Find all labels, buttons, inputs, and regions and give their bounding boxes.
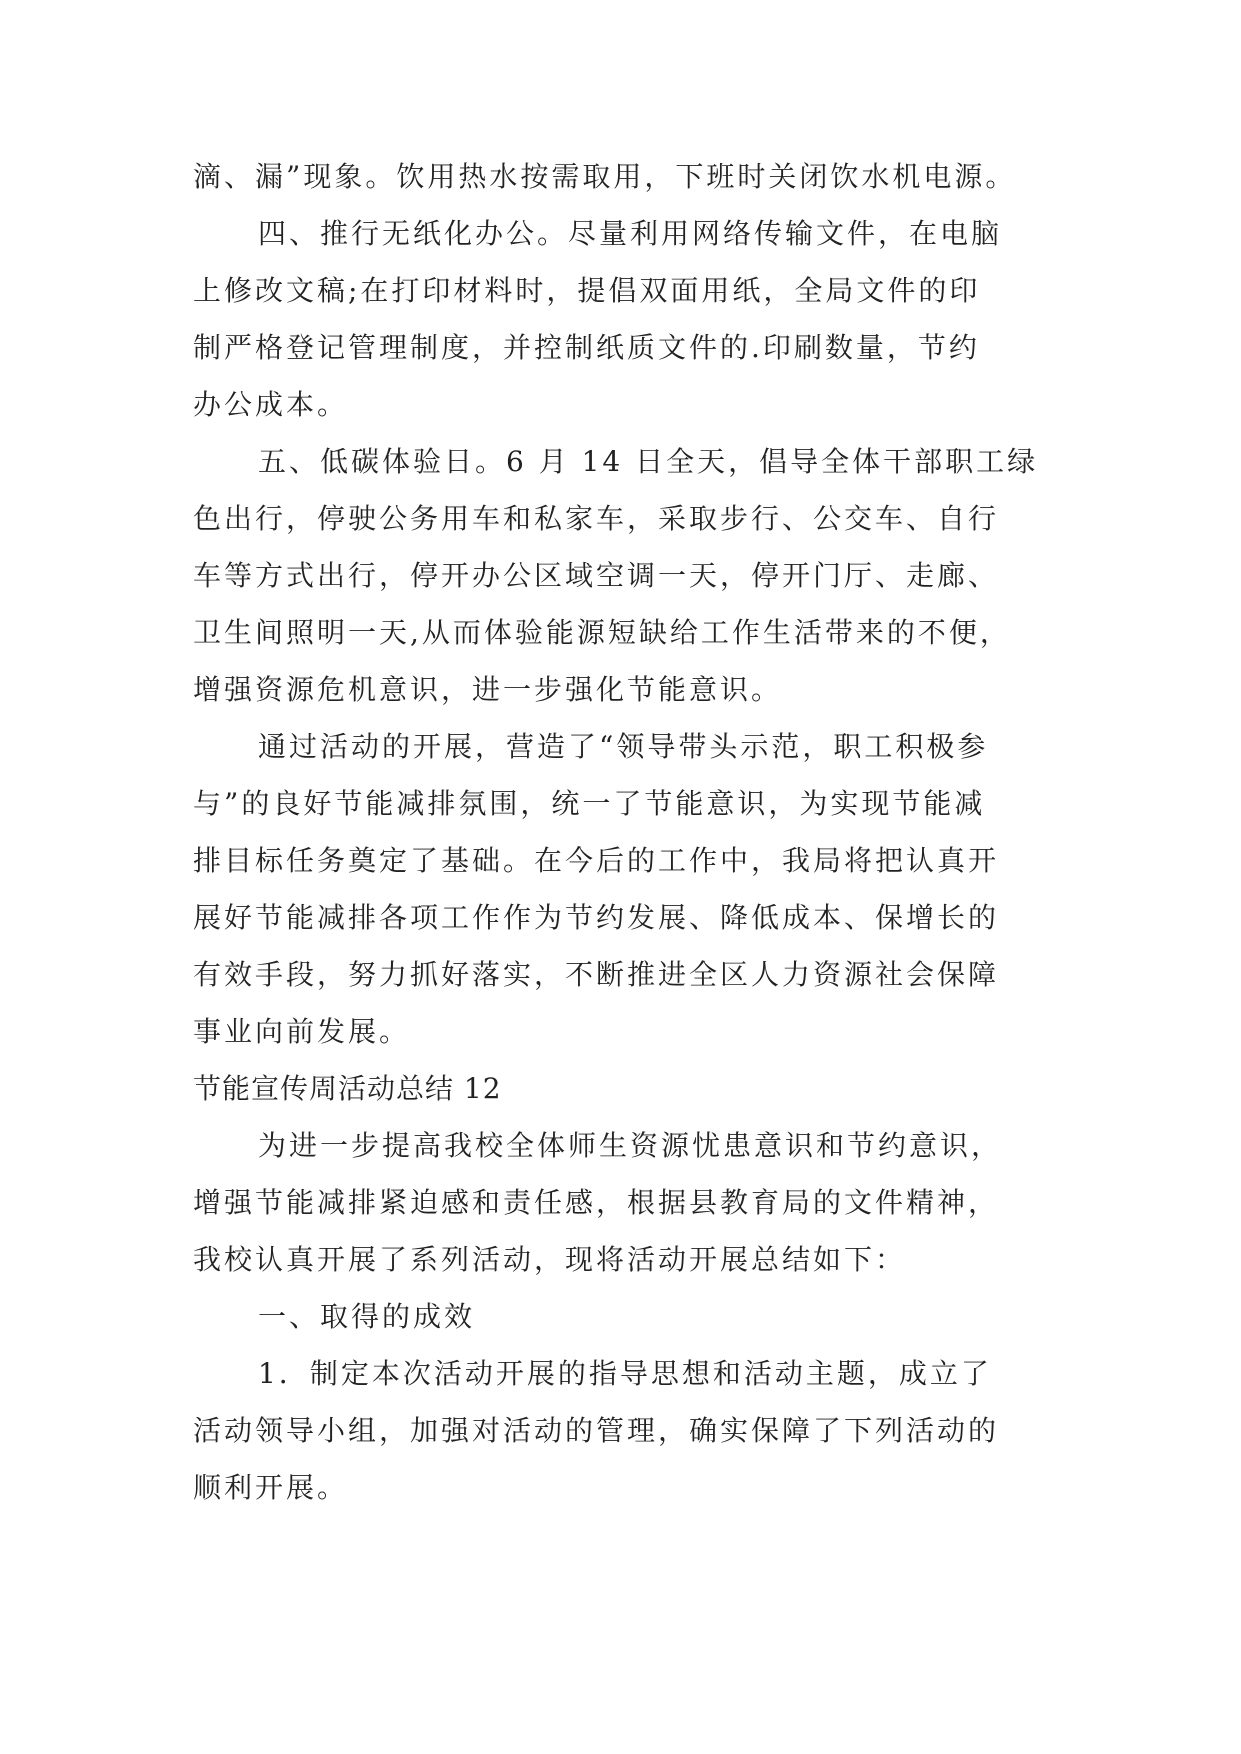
paragraph-start: 四、推行无纸化办公。尽量利用网络传输文件，在电脑 xyxy=(258,217,1003,250)
text-line: 车等方式出行，停开办公区域空调一天，停开门厅、走廊、 xyxy=(193,559,1000,592)
paragraph-start: 五、低碳体验日。6 月 14 日全天，倡导全体干部职工绿 xyxy=(258,445,1039,478)
section-title: 节能宣传周活动总结 12 xyxy=(193,1072,502,1105)
subheading: 一、取得的成效 xyxy=(258,1300,476,1333)
text-line: 排目标任务奠定了基础。在今后的工作中，我局将把认真开 xyxy=(193,844,1000,877)
text-line: 我校认真开展了系列活动，现将活动开展总结如下： xyxy=(193,1243,907,1276)
text-line: 增强节能减排紧迫感和责任感，根据县教育局的文件精神， xyxy=(193,1186,1000,1219)
paragraph-start: 为进一步提高我校全体师生资源忧患意识和节约意识， xyxy=(258,1129,1003,1162)
text-line: 卫生间照明一天,从而体验能源短缺给工作生活带来的不便， xyxy=(193,616,1011,649)
text-line: 滴、漏”现象。饮用热水按需取用，下班时关闭饮水机电源。 xyxy=(193,160,1017,193)
text-line: 办公成本。 xyxy=(193,388,349,421)
text-line: 活动领导小组，加强对活动的管理，确实保障了下列活动的 xyxy=(193,1414,1000,1447)
text-line: 增强资源危机意识，进一步强化节能意识。 xyxy=(193,673,783,706)
text-line: 色出行，停驶公务用车和私家车，采取步行、公交车、自行 xyxy=(193,502,1000,535)
paragraph-start: 1．制定本次活动开展的指导思想和活动主题，成立了 xyxy=(258,1357,992,1390)
text-line: 制严格登记管理制度，并控制纸质文件的.印刷数量，节约 xyxy=(193,331,980,364)
text-line: 上修改文稿;在打印材料时，提倡双面用纸，全局文件的印 xyxy=(193,274,981,307)
text-line: 事业向前发展。 xyxy=(193,1015,411,1048)
text-line: 顺利开展。 xyxy=(193,1471,349,1504)
text-line: 有效手段，努力抓好落实，不断推进全区人力资源社会保障 xyxy=(193,958,1000,991)
text-line: 展好节能减排各项工作作为节约发展、降低成本、保增长的 xyxy=(193,901,1000,934)
paragraph-start: 通过活动的开展，营造了“领导带头示范，职工积极参 xyxy=(258,730,989,763)
text-line: 与”的良好节能减排氛围，统一了节能意识，为实现节能减 xyxy=(193,787,986,820)
